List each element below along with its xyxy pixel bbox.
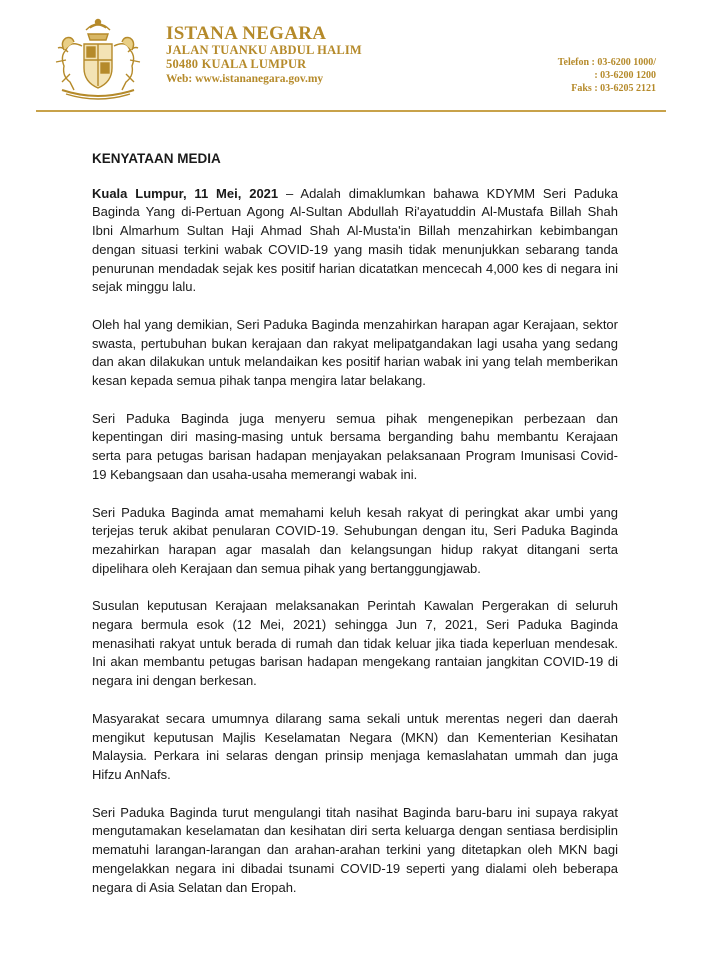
telefon-line-1: Telefon : 03-6200 1000/	[557, 57, 656, 68]
paragraph-6: Masyarakat secara umumnya dilarang sama sekali untuk merentas negeri dan daerah mengikut keputusan Majlis Keselamatan Negara (MKN) dan Kementerian Kesihatan Malaysia. Perkara ini selaras dengan prinsip menjaga kemaslahatan ummah dan juga Hifzu AnNafs.	[92, 710, 618, 782]
paragraph-5: Susulan keputusan Kerajaan melaksanakan Perintah Kawalan Pergerakan di seluruh negara bermula esok (12 Mei, 2021) sehingga Jun 7, 2021, Seri Paduka Baginda menasihati rakyat untuk berada di rumah dan tidak keluar jika tiada keperluan mendesak. Ini akan membantu petugas barisan hadapan mengekang rantaian jangkitan COVID-19 di negara ini dengan berkesan.	[92, 598, 618, 689]
contact-block	[558, 56, 656, 95]
document-heading: KENYATAAN MEDIA	[92, 151, 221, 166]
paragraph-3: Seri Paduka Baginda juga menyeru semua pihak mengenepikan perbezaan dan kepentingan diri masing-masing untuk bersama berganding bahu membantu Kerajaan serta para petugas barisan hadapan menjayakan pelaksanaan Program Imunisasi Covid-19 Kebangsaan dan usaha-usaha memerangi wabak ini.	[92, 410, 618, 482]
paragraph-1-text: – Adalah dimaklumkan bahawa KDYMM Seri Paduka Baginda Yang di-Pertuan Agong Al-Sultan Abdullah Ri'ayatuddin Al-Mustafa Billah Shah Ibni Almarhum Sultan Haji Ahmad Shah Al-Musta'in Billah menzahirkan kebimbangan dengan situasi terkini wabak COVID-19 yang masih tidak menunjukkan sebarang tanda penurunan mendadak sejak kes positif harian dicatatkan mencecah 4,000 kes di negara ini sejak minggu lalu.	[92, 185, 618, 295]
letterhead	[0, 0, 702, 112]
paragraph-1	[92, 185, 618, 297]
address-line-1: JALAN TUANKU ABDUL HALIM	[166, 43, 362, 57]
faks-line: Faks : 03-6205 2121	[571, 83, 656, 94]
dateline: Kuala Lumpur, 11 Mei, 2021	[92, 185, 279, 201]
address-line-2: 50480 KUALA LUMPUR	[166, 56, 307, 71]
paragraph-4: Seri Paduka Baginda amat memahami keluh kesah rakyat di peringkat akar umbi yang terjejas teruk akibat penularan COVID-19. Sehubungan dengan itu, Seri Paduka Baginda mezahirkan harapan agar masalah dan kelangsungan hidup rakyat ditangani serta dipelihara oleh Kerajaan dan semua pihak yang bertanggungjawab.	[92, 504, 618, 576]
paragraph-2: Oleh hal yang demikian, Seri Paduka Baginda menzahirkan harapan agar Kerajaan, sektor swasta, pertubuhan bukan kerajaan dan rakyat melipatgandakan lagi usaha yang sedang dan akan dilakukan untuk melandaikan kes positif harian wabak ini yang telah memberikan kesan kepada semua pihak tanpa mengira latar belakang.	[92, 316, 618, 389]
paragraph-7: Seri Paduka Baginda turut mengulangi titah nasihat Baginda baru-baru ini supaya rakyat mengutamakan keselamatan dan kesihatan diri serta keluarga dengan sentiasa berdisiplin mematuhi larangan-larangan dan arahan-arahan terkini yang ditetapkan oleh MKN bagi mengelakkan negara ini dibadai tsunami COVID-19 seperti yang dialami oleh beberapa negara di Asia Selatan dan Eropah.	[92, 804, 618, 895]
org-name: ISTANA NEGARA	[166, 23, 327, 44]
royal-crest-icon	[40, 16, 156, 104]
telefon-line-2: : 03-6200 1200	[594, 70, 656, 81]
press-statement-body	[92, 150, 618, 916]
organisation-block	[166, 24, 362, 86]
header-divider	[36, 110, 666, 112]
website: Web: www.istananegara.gov.my	[166, 73, 324, 85]
